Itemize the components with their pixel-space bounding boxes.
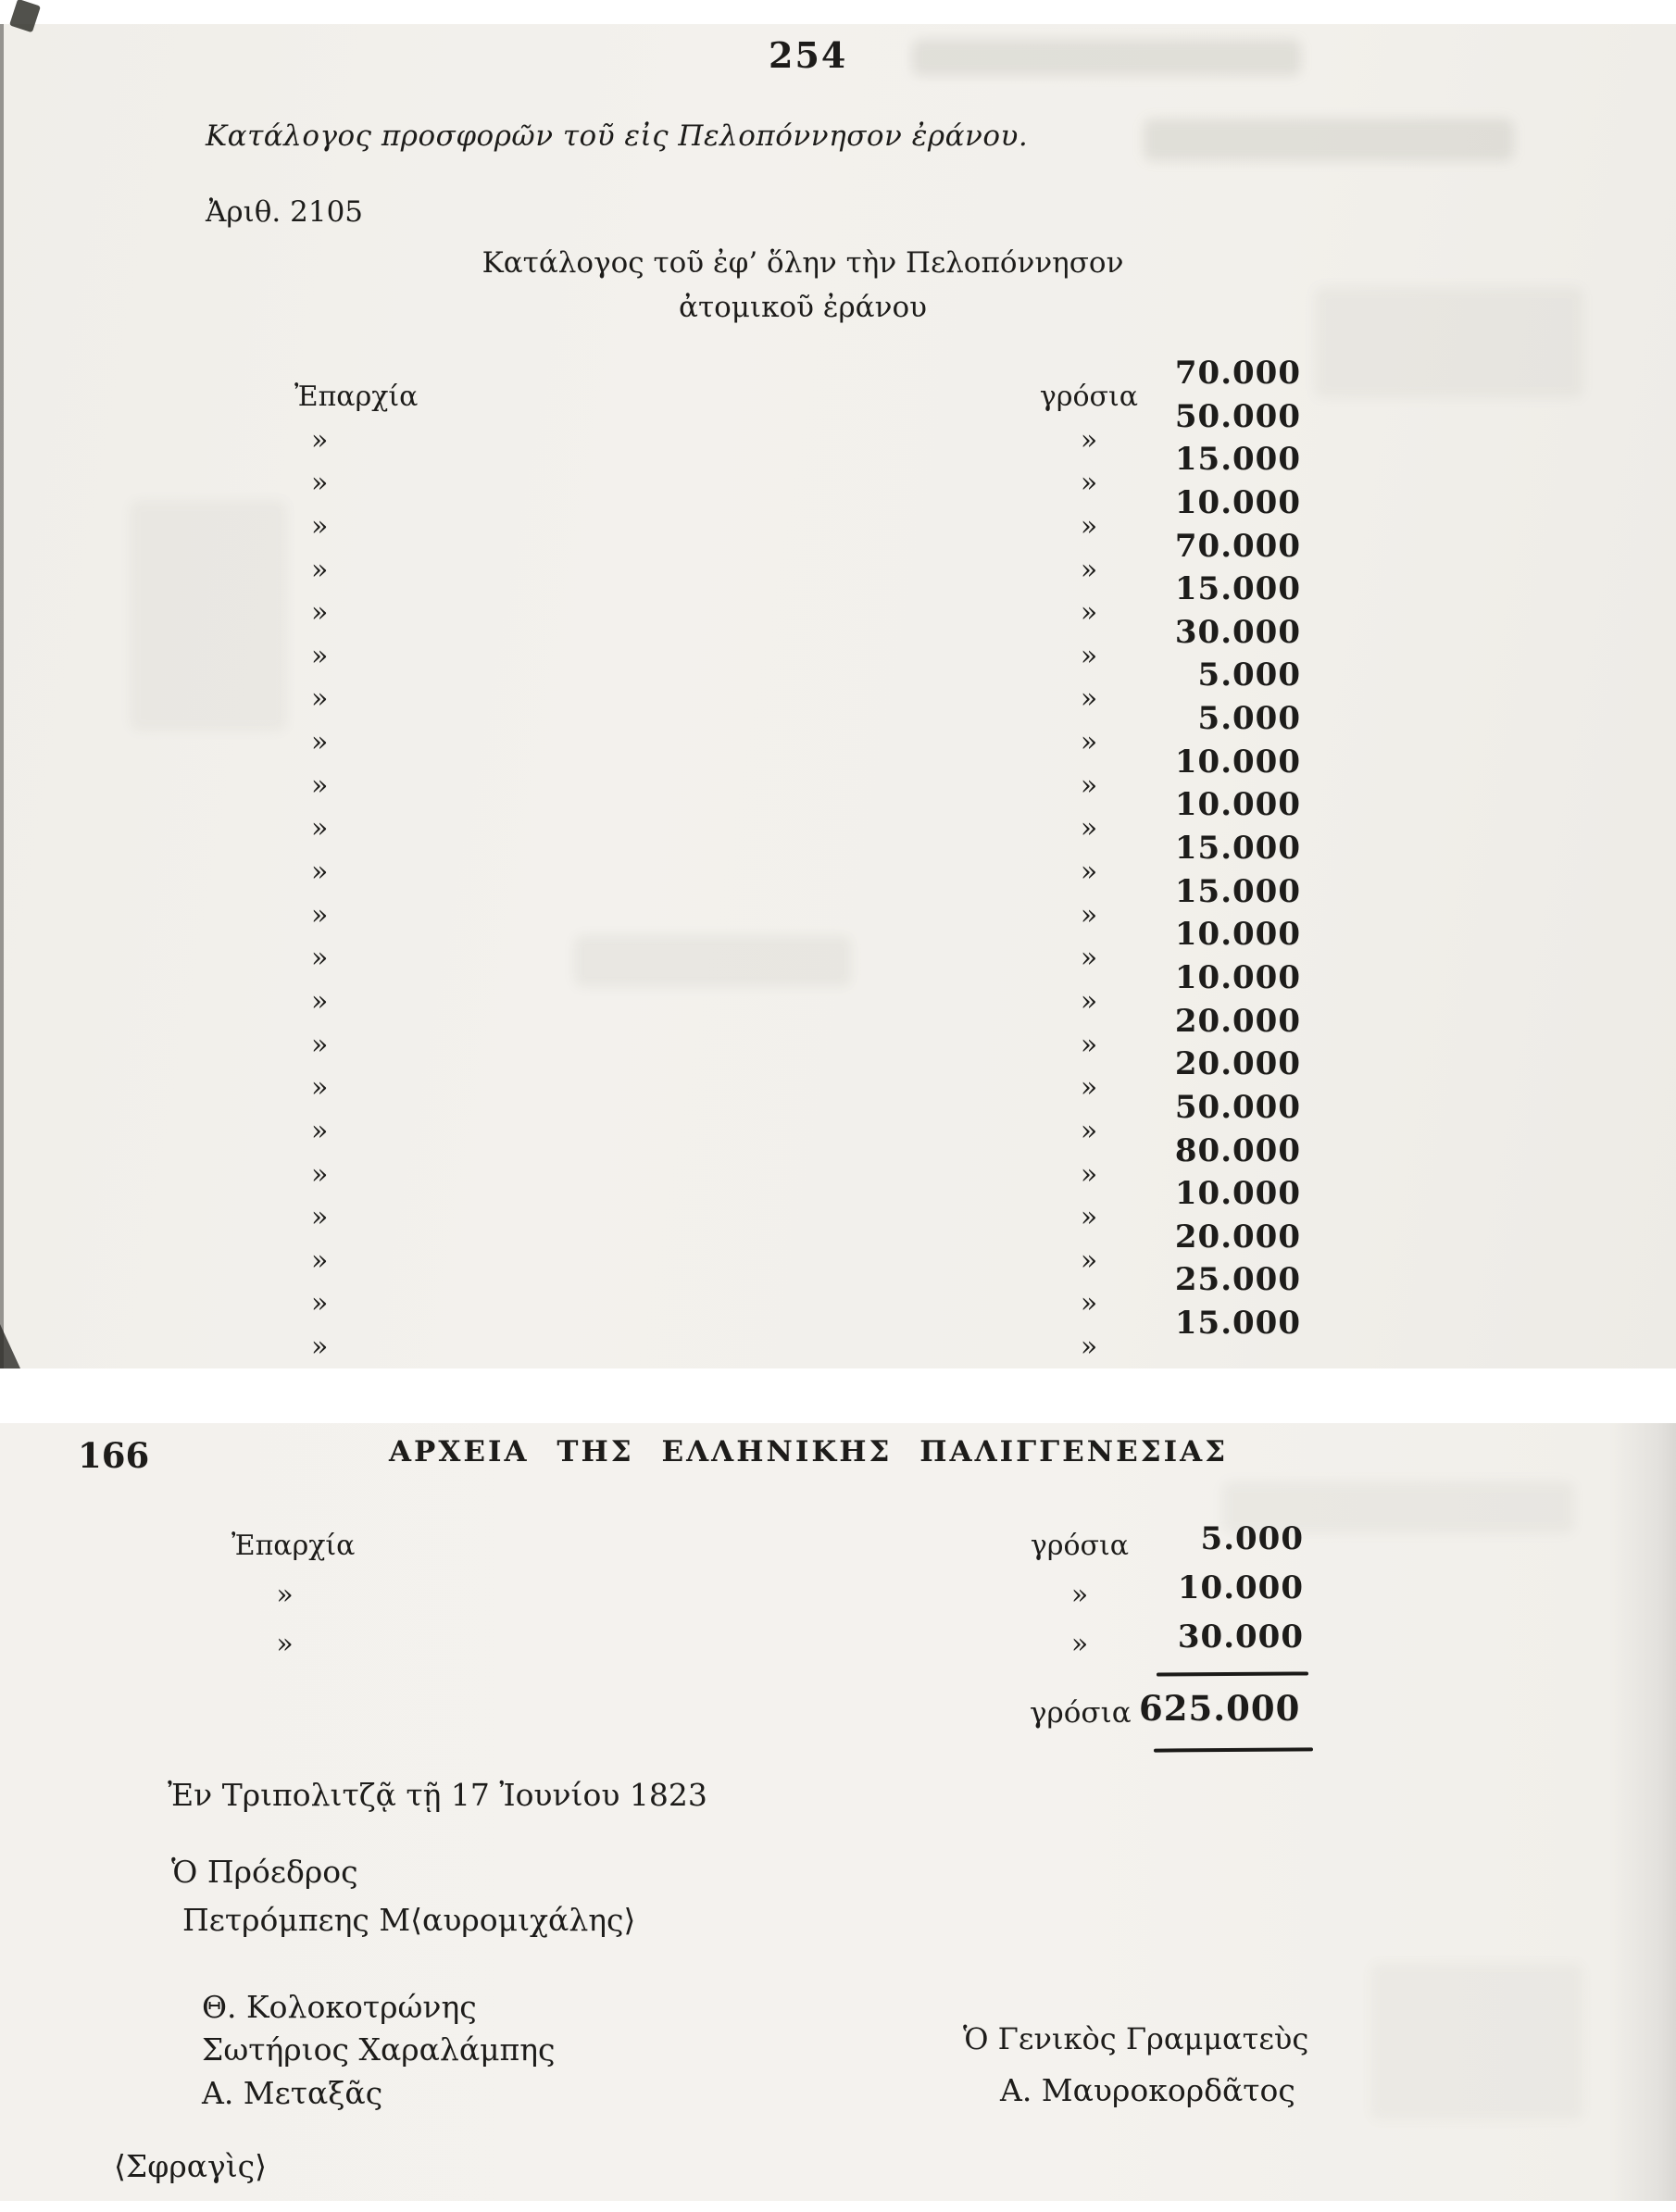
table-row: [0, 528, 1676, 592]
currency-cell: »: [1080, 769, 1098, 802]
amount-value: 10.000: [1174, 786, 1301, 823]
table-row: [0, 1003, 1676, 1067]
amount-value: 10.000: [1174, 916, 1301, 953]
sum-rule-lower: [1154, 1747, 1313, 1752]
sum-rule-upper: [1157, 1671, 1308, 1676]
amount-value: 5.000: [1197, 700, 1301, 737]
amount-value: 10.000: [1174, 1175, 1301, 1212]
row-label-cell: Ἐπαρχία: [231, 1530, 356, 1562]
president-title: Ὁ Πρόεδρος: [171, 1854, 358, 1890]
table-row: [0, 700, 1676, 764]
table-row: [0, 1569, 1676, 1617]
table-row: [0, 1132, 1676, 1196]
amount-value: 25.000: [1174, 1261, 1301, 1298]
table-row: [0, 1175, 1676, 1239]
row-label-cell: »: [311, 1331, 329, 1363]
page-number: 166: [78, 1435, 150, 1476]
table-row: [0, 1218, 1676, 1282]
row-label-cell: »: [311, 640, 329, 672]
currency-cell: »: [1070, 1579, 1089, 1611]
amount-value: 15.000: [1174, 570, 1301, 607]
currency-cell: »: [1080, 596, 1098, 629]
currency-cell: »: [1080, 1244, 1098, 1277]
amount-value: 50.000: [1174, 1089, 1301, 1126]
currency-cell: »: [1080, 985, 1098, 1018]
amount-value: 5.000: [1200, 1520, 1304, 1557]
secretary-title: Ὁ Γενικὸς Γραμματεὺς: [963, 2021, 1309, 2056]
row-label-cell: »: [311, 985, 329, 1018]
amount-value: 15.000: [1174, 873, 1301, 910]
table-row: [0, 441, 1676, 505]
currency-cell: »: [1080, 812, 1098, 844]
currency-cell: »: [1080, 1331, 1098, 1363]
document-number: Ἀριθ. 2105: [206, 195, 364, 229]
running-header: ΑΡΧΕΙΑ ΤΗΣ ΕΛΛΗΝΙΚΗΣ ΠΑΛΙΓΓΕΝΕΣΙΑΣ: [389, 1435, 1229, 1468]
row-label-cell: »: [311, 1071, 329, 1104]
currency-cell: »: [1080, 899, 1098, 931]
document-caption: Κατάλογος προσφορῶν τοῦ εἰς Πελοπόννησον ἐράνου.: [206, 119, 1029, 153]
signer-kolokotronis: Θ. Κολοκοτρώνης: [202, 1989, 477, 2025]
table-row: [0, 1089, 1676, 1153]
currency-cell: »: [1080, 424, 1098, 456]
row-label-cell: »: [311, 510, 329, 543]
table-row: [0, 570, 1676, 634]
dateline: Ἐν Τριπολιτζᾷ τῇ 17 Ἰουνίου 1823: [168, 1777, 707, 1813]
row-label-cell: »: [311, 596, 329, 629]
currency-cell: »: [1080, 1158, 1098, 1191]
row-label-cell: »: [311, 1201, 329, 1233]
currency-cell: »: [1080, 640, 1098, 672]
amount-value: 5.000: [1197, 656, 1301, 694]
amount-value: 70.000: [1174, 355, 1301, 392]
page-number: 254: [769, 34, 848, 76]
table-row: [0, 1305, 1676, 1368]
currency-cell: »: [1080, 1071, 1098, 1104]
row-label-cell: »: [311, 1029, 329, 1061]
amount-value: 20.000: [1174, 1003, 1301, 1040]
table-row: [0, 398, 1676, 462]
row-label-cell: »: [311, 1244, 329, 1277]
secretary-name: Α. Μαυροκορδᾶτος: [1000, 2072, 1295, 2108]
amount-value: 80.000: [1174, 1132, 1301, 1169]
total-currency-label: γρόσια: [1030, 1696, 1132, 1730]
row-label-cell: »: [311, 899, 329, 931]
amount-value: 10.000: [1177, 1569, 1304, 1606]
president-name: Πετρόμπεης Μ⟨αυρομιχάλης⟩: [182, 1902, 636, 1938]
table-row: [0, 744, 1676, 807]
row-label-cell: »: [311, 942, 329, 974]
row-label-cell: »: [311, 1158, 329, 1191]
table-row: [0, 873, 1676, 937]
table-row: [0, 614, 1676, 678]
amount-value: 10.000: [1174, 959, 1301, 996]
row-label-cell: »: [311, 1115, 329, 1147]
table-row: [0, 1618, 1676, 1666]
currency-cell: »: [1080, 1201, 1098, 1233]
currency-cell: »: [1080, 467, 1098, 499]
catalog-heading: [368, 241, 1238, 330]
row-label-cell: »: [311, 682, 329, 715]
amount-value: 15.000: [1174, 830, 1301, 867]
currency-cell: »: [1080, 1029, 1098, 1061]
amount-value: 50.000: [1174, 398, 1301, 435]
row-label-cell: »: [276, 1579, 294, 1611]
amount-value: 10.000: [1174, 744, 1301, 781]
signer-metaxas: Α. Μεταξᾶς: [202, 2075, 383, 2111]
currency-cell: »: [1080, 726, 1098, 758]
currency-cell: »: [1080, 856, 1098, 888]
row-label-cell: »: [311, 424, 329, 456]
currency-cell: »: [1080, 942, 1098, 974]
amount-value: 10.000: [1174, 484, 1301, 521]
row-label-cell: »: [311, 726, 329, 758]
amount-value: 70.000: [1174, 528, 1301, 565]
row-label-cell: »: [311, 769, 329, 802]
amount-value: 30.000: [1177, 1618, 1304, 1656]
row-label-cell: »: [311, 856, 329, 888]
amount-value: 20.000: [1174, 1218, 1301, 1256]
currency-cell: »: [1080, 1115, 1098, 1147]
table-row: [0, 355, 1676, 419]
row-label-cell: »: [276, 1628, 294, 1660]
table-row: [0, 484, 1676, 548]
amount-value: 20.000: [1174, 1045, 1301, 1082]
seal-note: ⟨Σφραγὶς⟩: [114, 2148, 268, 2184]
table-row: [0, 830, 1676, 894]
amount-value: 30.000: [1174, 614, 1301, 651]
table-row: [0, 786, 1676, 850]
table-row: [0, 959, 1676, 1023]
signer-charalampis: Σωτήριος Χαραλάμπης: [202, 2031, 556, 2068]
table-row: [0, 1261, 1676, 1325]
currency-cell: γρόσια: [1030, 1530, 1130, 1562]
row-label-cell: »: [311, 554, 329, 586]
catalog-heading-line2: ἀτομικοῦ ἐράνου: [679, 291, 927, 324]
table-row: [0, 1520, 1676, 1568]
currency-cell: »: [1080, 1287, 1098, 1319]
currency-cell: »: [1080, 554, 1098, 586]
row-label-cell: »: [311, 812, 329, 844]
amount-value: 15.000: [1174, 1305, 1301, 1342]
currency-cell: »: [1080, 682, 1098, 715]
row-label-cell: Ἐπαρχία: [294, 381, 419, 413]
total-amount: 625.000: [1139, 1688, 1301, 1729]
amount-value: 15.000: [1174, 441, 1301, 478]
table-row: [0, 656, 1676, 720]
catalog-heading-line1: Κατάλογος τοῦ ἐφ’ ὅλην τὴν Πελοπόννησον: [482, 246, 1124, 280]
table-row: [0, 916, 1676, 980]
currency-cell: γρόσια: [1039, 381, 1139, 413]
row-label-cell: »: [311, 1287, 329, 1319]
row-label-cell: »: [311, 467, 329, 499]
currency-cell: »: [1070, 1628, 1089, 1660]
currency-cell: »: [1080, 510, 1098, 543]
table-row: [0, 1045, 1676, 1109]
